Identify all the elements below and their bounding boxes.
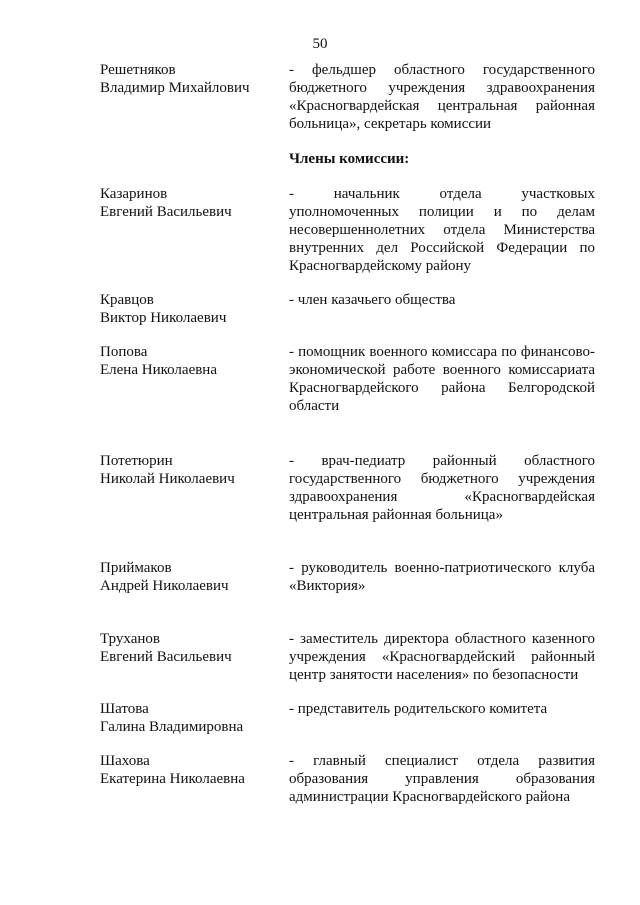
member-role: - врач-педиатр районный областного государственного бюджетного учреждения здравоохранения «Красногвардейская центральная районная больница» [289, 453, 595, 523]
member-role: - главный специалист отдела развития образования управления образования администрации Красногвардейского района [289, 753, 595, 805]
member-given-name: Галина Владимировна [100, 719, 244, 735]
member-name [100, 452, 275, 488]
page-number: 50 [312, 36, 328, 52]
member-role: - заместитель директора областного казенного учреждения «Красногвардейский районный центр занятости населения» по безопасности [289, 631, 595, 683]
secretary-given-name: Владимир Михайлович [100, 80, 250, 96]
member-surname: Казаринов [100, 186, 168, 202]
secretary-surname: Решетняков [100, 62, 176, 78]
member-name [100, 185, 275, 221]
member-given-name: Евгений Васильевич [100, 649, 232, 665]
member-given-name: Николай Николаевич [100, 471, 235, 487]
member-name [100, 343, 275, 379]
member-surname: Шахова [100, 753, 150, 769]
member-given-name: Елена Николаевна [100, 362, 217, 378]
member-role: - помощник военного комиссара по финансово-экономической работе военного комиссариата Красногвардейского района Белгородской области [289, 344, 595, 414]
secretary-role: - фельдшер областного государственного бюджетного учреждения здравоохранения «Красногвардейская центральная районная больница», секретарь комиссии [289, 62, 595, 132]
secretary-name [100, 61, 275, 97]
member-name [100, 630, 275, 666]
member-given-name: Екатерина Николаевна [100, 771, 245, 787]
member-role: - представитель родительского комитета [289, 701, 548, 717]
member-surname: Потетюрин [100, 453, 173, 469]
member-given-name: Евгений Васильевич [100, 204, 232, 220]
member-name [100, 700, 275, 736]
member-role: - член казачьего общества [289, 292, 456, 308]
member-surname: Кравцов [100, 292, 154, 308]
member-surname: Труханов [100, 631, 160, 647]
member-name [100, 291, 275, 327]
member-surname: Попова [100, 344, 148, 360]
member-role: - начальник отдела участковых уполномоченных полиции и по делам несовершеннолетних отдела Министерства внутренних дел Российской Федерации по Красногвардейскому району [289, 186, 595, 274]
member-given-name: Виктор Николаевич [100, 310, 227, 326]
members-heading: Члены комиссии: [289, 151, 410, 167]
member-role: - руководитель военно-патриотического клуба «Виктория» [289, 560, 595, 594]
member-name [100, 559, 275, 595]
member-name [100, 752, 275, 788]
member-given-name: Андрей Николаевич [100, 578, 229, 594]
member-surname: Приймаков [100, 560, 172, 576]
member-surname: Шатова [100, 701, 149, 717]
